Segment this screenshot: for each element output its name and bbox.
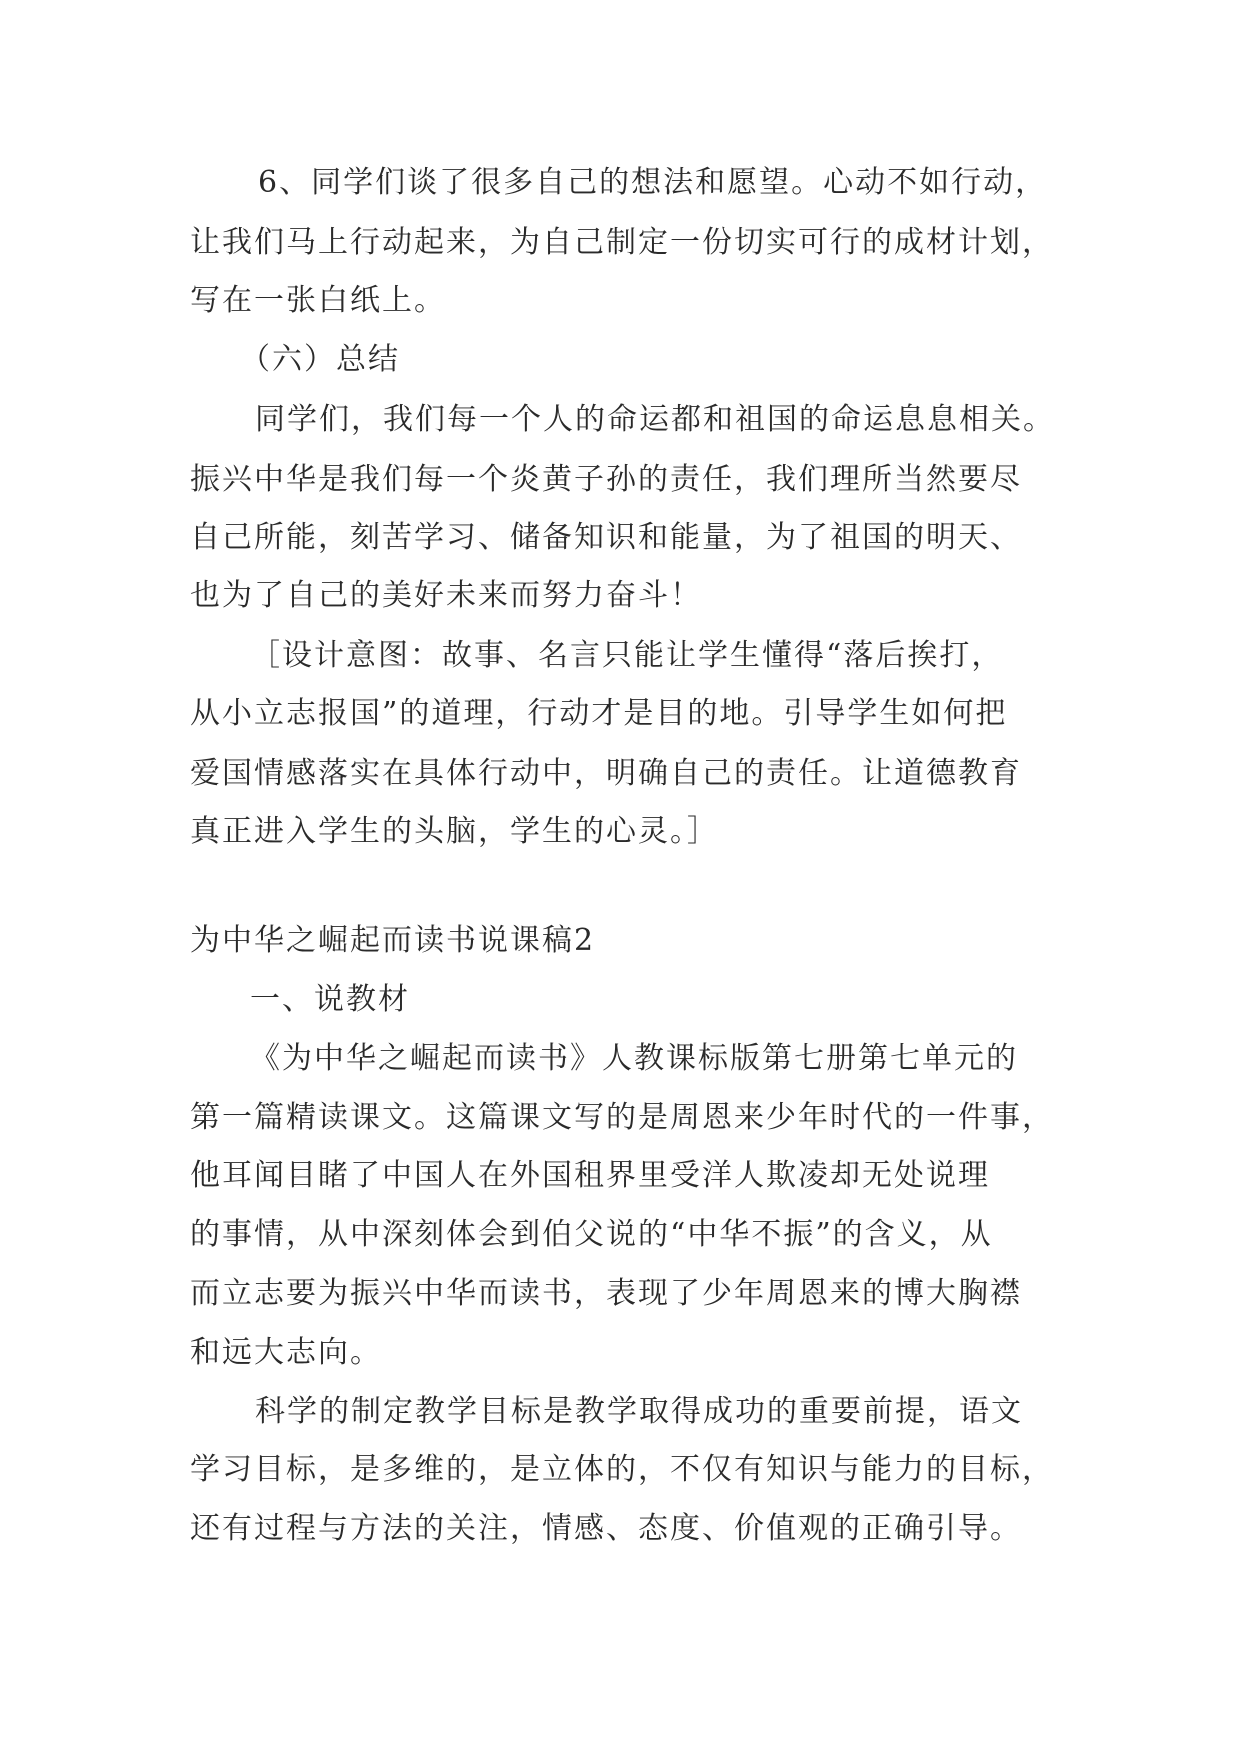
paragraph-line: 写在一张白纸上。 xyxy=(190,283,446,318)
design-note-line: 从小立志报国”的道理，行动才是目的地。引导学生如何把 xyxy=(190,696,1008,731)
paragraph-line: 学习目标，是多维的，是立体的，不仅有知识与能力的目标， xyxy=(190,1452,1054,1487)
design-note-line: 爱国情感落实在具体行动中，明确自己的责任。让道德教育 xyxy=(190,756,1022,791)
design-note-line: 真正进入学生的头脑，学生的心灵。］ xyxy=(190,814,719,849)
paragraph-line: 和远大志向。 xyxy=(190,1335,382,1370)
paragraph-line: 《为中华之崛起而读书》人教课标版第七册第七单元的 xyxy=(250,1041,1018,1076)
paragraph-line: 科学的制定教学目标是教学取得成功的重要前提，语文 xyxy=(255,1394,1023,1429)
section-heading: （六）总结 xyxy=(240,342,400,377)
paragraph-line: 同学们，我们每一个人的命运都和祖国的命运息息相关。 xyxy=(255,402,1055,437)
paragraph-line: 的事情，从中深刻体会到伯父说的“中华不振”的含义，从 xyxy=(190,1217,993,1252)
paragraph-line: 第一篇精读课文。这篇课文写的是周恩来少年时代的一件事， xyxy=(190,1100,1054,1135)
paragraph-line: 也为了自己的美好未来而努力奋斗！ xyxy=(190,578,702,613)
paragraph-line: 让我们马上行动起来，为自己制定一份切实可行的成材计划， xyxy=(190,225,1054,260)
section-heading: 一、说教材 xyxy=(250,982,410,1017)
paragraph-line: 自己所能，刻苦学习、储备知识和能量，为了祖国的明天、 xyxy=(190,520,1022,555)
paragraph-line: 而立志要为振兴中华而读书，表现了少年周恩来的博大胸襟 xyxy=(190,1276,1022,1311)
design-note-line: ［设计意图：故事、名言只能让学生懂得“落后挨打， xyxy=(250,638,1004,673)
paragraph-line: 还有过程与方法的关注，情感、态度、价值观的正确引导。 xyxy=(190,1511,1022,1546)
paragraph-line: 振兴中华是我们每一个炎黄子孙的责任，我们理所当然要尽 xyxy=(190,462,1022,497)
document-title: 为中华之崛起而读书说课稿2 xyxy=(190,923,596,958)
paragraph-line: 6、同学们谈了很多自己的想法和愿望。心动不如行动， xyxy=(258,165,1048,200)
paragraph-line: 他耳闻目睹了中国人在外国租界里受洋人欺凌却无处说理 xyxy=(190,1158,990,1193)
